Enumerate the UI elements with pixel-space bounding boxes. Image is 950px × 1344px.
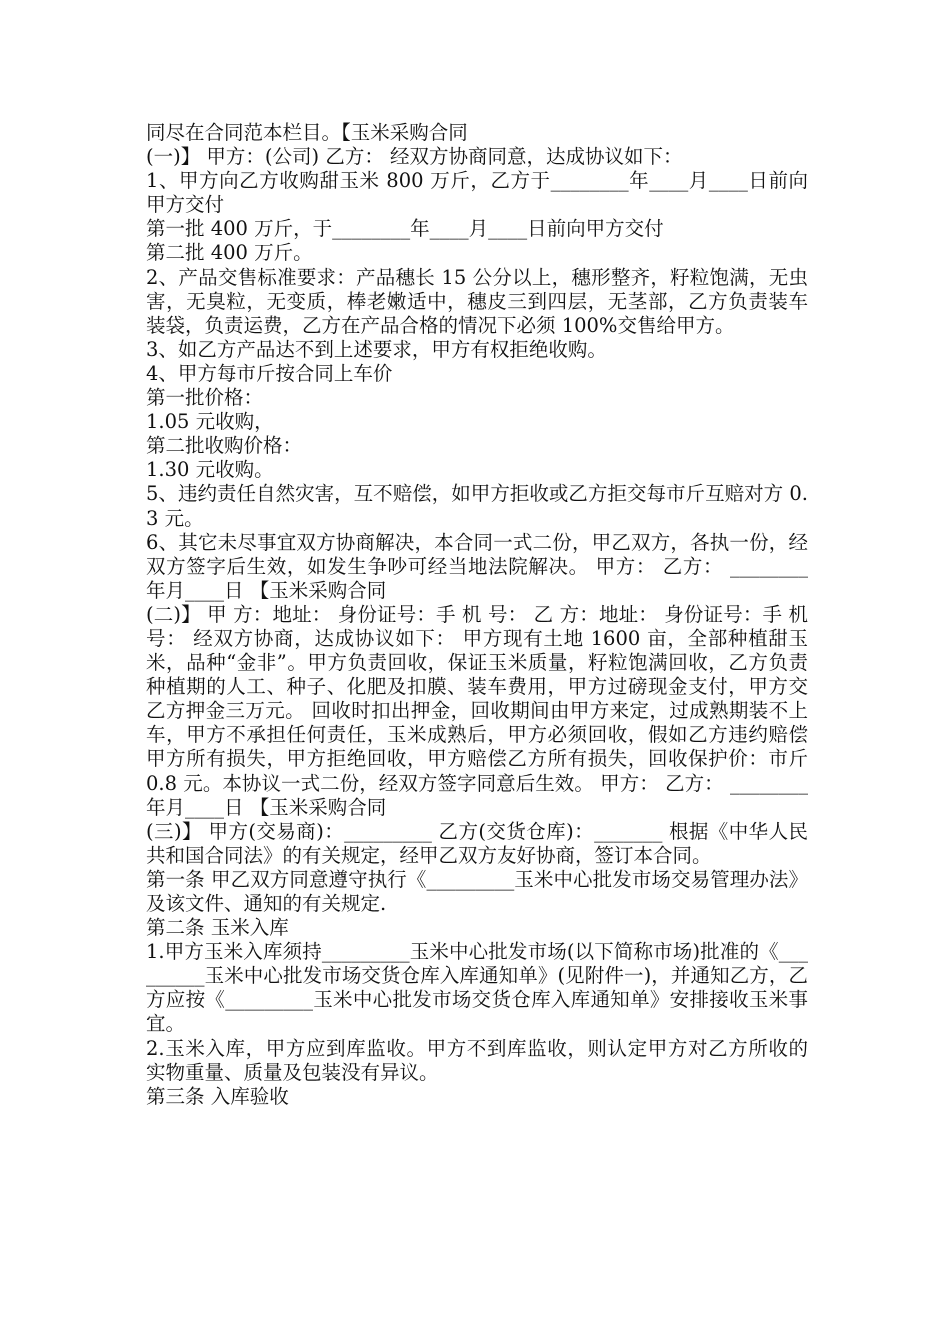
paragraph-price-2-label: 第二批收购价格： [146,434,303,458]
paragraph-contract-1-parties: (一)】 甲方：(公司) 乙方： 经双方协商同意，达成协议如下： [146,145,683,169]
paragraph-clause-4: 4、甲方每市斤按合同上车价 [146,361,393,385]
paragraph-clause-3: 3、如乙方产品达不到上述要求，甲方有权拒绝收购。 [146,337,607,361]
paragraph-article-3-title: 第三条 入库验收 [146,1084,289,1108]
paragraph-intro: 同尽在合同范本栏目。【玉米采购合同 [146,121,468,144]
paragraph-price-2-value: 1.30 元收购。 [146,458,274,482]
paragraph-price-1-label: 第一批价格： [146,386,264,410]
paragraph-clause-5: 5、违约责任自然灾害，互不赔偿，如甲方拒收或乙方拒交每市斤互赔对方 0.3 元。 [146,482,808,530]
paragraph-batch-2: 第二批 400 万斤。 [146,241,313,265]
paragraph-clause-2: 2、产品交售标准要求：产品穗长 15 公分以上，穗形整齐，籽粒饱满，无虫害，无臭粒，无变质，棒老嫩适中，穗皮三到四层，无茎部，乙方负责装车装袋，负责运费，乙方在产品合格的情况下必须 100%交售给甲方。 [146,265,808,337]
paragraph-batch-1: 第一批 400 万斤，于________年____月____日前向甲方交付 [146,217,664,241]
paragraph-clause-1: 1、甲方向乙方收购甜玉米 800 万斤，乙方于________年____月____日前向甲方交付 [146,169,808,217]
paragraph-price-1-value: 1.05 元收购， [146,410,274,434]
paragraph-clause-6: 6、其它未尽事宜双方协商解决，本合同一式二份，甲乙双方，各执一份，经双方签字后生效，如发生争吵可经当地法院解决。 甲方： 乙方： ________年月____日 【玉米采购合同 [146,530,808,602]
paragraph-article-2-item-1: 1.甲方玉米入库须持_________玉米中心批发市场(以下简称市场)批准的《_________玉米中心批发市场交货仓库入库通知单》(见附件一)，并通知乙方，乙方应按《_________玉米中心批发市场交货仓库入库通知单》安排接收玉米事宜。 [146,940,808,1036]
paragraph-contract-3: (三)】 甲方(交易商)：_________ 乙方(交货仓库)：_______ 根据《中华人民共和国合同法》的有关规定，经甲乙双方友好协商，签订本合同。 [146,819,808,867]
paragraph-article-1: 第一条 甲乙双方同意遵守执行《_________玉米中心批发市场交易管理办法》及该文件、通知的有关规定. [146,867,808,915]
paragraph-article-2-title: 第二条 玉米入库 [146,916,289,940]
paragraph-article-2-item-2: 2.玉米入库，甲方应到库监收。甲方不到库监收，则认定甲方对乙方所收的实物重量、质量及包装没有异议。 [146,1036,808,1084]
paragraph-contract-2: (二)】 甲 方：地址： 身份证号：手 机 号： 乙 方：地址： 身份证号：手 机 号： 经双方协商，达成协议如下： 甲方现有土地 1600 亩，全部种植甜玉米，品种“金非”。甲方负责回收，保证玉米质量，籽粒饱满回收，乙方负责种植期的人工、种子、化肥及扣膜、装车费用，甲方过磅现金支付，甲方交乙方押金三万元。 回收时扣出押金，回收期间由甲方来定，过成熟期装不上车，甲方不承担任何责任，玉米成熟后，甲方必须回收，假如乙方违约赔偿甲方所有损失，甲方拒绝回收，甲方赔偿乙方所有损失，回收保护价：市斤 0.8 元。本协议一式二份，经双方签字同意后生效。 甲方： 乙方： ________年月____日 【玉米采购合同 [146,602,808,819]
document-page [146,121,808,1109]
